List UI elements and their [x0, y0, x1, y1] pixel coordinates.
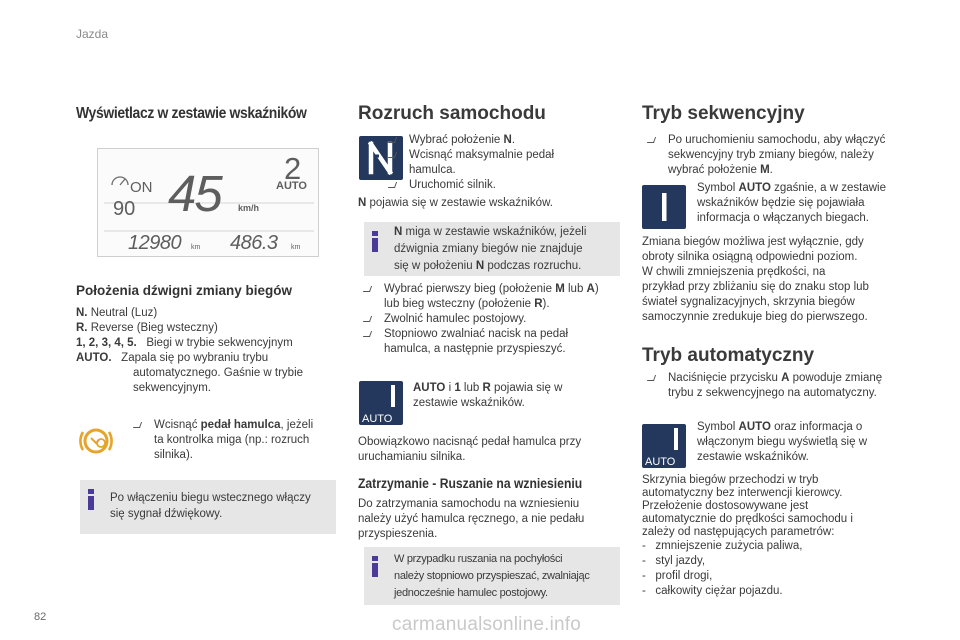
brake-instruction: Wcisnąć pedał hamulca, jeżeli ta kontrolka miga (np.: rozruch silnika). [128, 418, 338, 463]
info-icon [372, 231, 378, 252]
section-title-automatic: Tryb automatyczny [642, 345, 815, 366]
list-item: N. Neutral (Luz) [76, 307, 158, 319]
cluster-limit-text: 90 [113, 198, 136, 220]
page-number: 82 [34, 611, 47, 623]
info-box-reverse: Po włączeniu biegu wstecznego włączy się sygnał dźwiękowy. [80, 480, 336, 534]
n-appears-text: N pojawia się w zestawie wskaźników. [358, 197, 553, 209]
gear-auto-1-display-icon [642, 424, 686, 468]
info-box-n-blinks: N miga w zestawie wskaźników, jeżeli dźwignia zmiany biegów nie znajduje się w położeniu N podczas rozruchu. [364, 222, 620, 276]
list-item: - styl jazdy, [642, 555, 706, 567]
cluster-trip-unit: km [291, 244, 301, 251]
svg-text:AUTO: AUTO [645, 456, 676, 468]
cluster-illustration [98, 149, 320, 258]
section-title-display: Wyświetlacz w zestawie wskaźników [76, 105, 307, 122]
watermark: carmanualsonline.info [392, 614, 582, 635]
list-item: - zmniejszenie zużycia paliwa, [642, 540, 803, 552]
info-box-hill-start: W przypadku ruszania na pochyłości należy stopniowo przyspieszać, zwalniając jednocześnie hamulec postojowy. [364, 547, 620, 605]
list-item: - profil drogi, [642, 570, 713, 582]
list-item-continuation: sekwencyjnym. [133, 382, 211, 394]
subsection-title-hill-start: Zatrzymanie - Ruszanie na wzniesieniu [358, 476, 583, 491]
cluster-speed-unit: km/h [238, 203, 260, 213]
brake-warning-icon [78, 423, 114, 459]
start-steps: Wybrać położenie N. Wcisnąć maksymalnie pedał hamulca. Uruchomić silnik. [383, 133, 628, 193]
auto-appears-text: AUTO i 1 lub R pojawia się w zestawie wskaźników. [413, 382, 563, 409]
gear-auto-display-icon [359, 381, 403, 425]
subsection-title-gear-positions: Położenia dźwigni zmiany biegów [76, 283, 293, 298]
section-title-sequential: Tryb sekwencyjny [642, 103, 805, 124]
gear-positions-list [76, 306, 336, 396]
cluster-on-text: ON [130, 179, 153, 196]
cluster-odometer-unit: km [191, 244, 201, 251]
gear-1-display-icon [642, 185, 686, 229]
cruise-control-icon [112, 177, 128, 185]
info-icon [88, 489, 94, 510]
sequential-paragraph: Zmiana biegów możliwa jest wyłącznie, gdy obroty silnika osiągną odpowiedni poziom. W chwili zmniejszenia prędkości, na przykład przy zbliżaniu się do znaku stop lub świateł sygnalizacyjnych, skrzynia biegów samoczynnie zredukuje bieg do pierwszego. [642, 236, 869, 323]
cluster-mode-text: AUTO [276, 180, 307, 192]
sequential-step: Po uruchomieniu samochodu, aby włączyć sekwencyjny tryb zmiany biegów, należy wybrać położenie M. [642, 133, 912, 178]
drive-steps: Wybrać pierwszy bieg (położenie M lub A) lub bieg wsteczny (położenie R). Zwolnić hamulec postojowy. Stopniowo zwalniać nacisk na pedał hamulca, a następnie przyspieszyć. [358, 282, 623, 357]
sequential-symbol-text: Symbol AUTO zgaśnie, a w zestawie wskaźników będzie się pojawiała informacja o włączanych biegach. [697, 182, 886, 224]
mandatory-brake-text: Obowiązkowo nacisnąć pedał hamulca przy uruchamianiu silnika. [358, 436, 582, 463]
instrument-cluster-display [97, 148, 319, 257]
svg-text:AUTO: AUTO [362, 413, 393, 425]
list-item: - całkowity ciężar pojazdu. [642, 585, 783, 597]
cluster-odometer-text: 12980 [128, 232, 182, 254]
list-item: 1, 2, 3, 4, 5. Biegi w trybie sekwencyjnym [76, 337, 293, 349]
list-item-continuation: automatycznego. Gaśnie w trybie [133, 367, 304, 379]
automatic-paragraph: Skrzynia biegów przechodzi w tryb automatyczny bez interwencji kierowcy. Przełożenie dostosowywane jest automatycznie do prędkości samochodu i zależy od następujących parametrów: - zmniejszenie zużycia paliwa, - styl jazdy, - profil drogi, - całkowity ciężar pojazdu. [642, 474, 922, 599]
list-item: R. Reverse (Bieg wsteczny) [76, 322, 218, 334]
info-icon [372, 556, 378, 577]
hill-stop-text: Do zatrzymania samochodu na wzniesieniu należy użyć hamulca ręcznego, a nie pedału przyspieszenia. [358, 498, 585, 540]
list-item: AUTO. Zapala się po wybraniu trybu [76, 352, 269, 364]
automatic-step: Naciśnięcie przycisku A powoduje zmianę trybu z sekwencyjnego na automatyczny. [642, 371, 917, 401]
cluster-gear-text: 2 [284, 151, 302, 186]
cluster-speed-text: 45 [168, 165, 221, 222]
cluster-trip-text: 486.3 [230, 232, 278, 254]
section-title-engine-start: Rozruch samochodu [358, 103, 546, 124]
running-header: Jazda [76, 27, 109, 41]
automatic-symbol-text: Symbol AUTO oraz informacja o włączonym biegu wyświetlą się w zestawie wskaźników. [697, 421, 868, 463]
